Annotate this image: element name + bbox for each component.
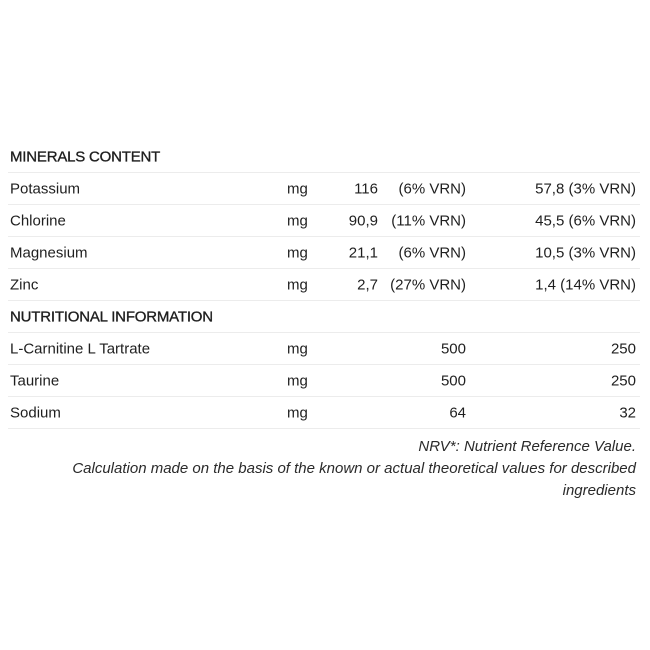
nutrient-value-per-dose: 116 [354, 180, 378, 197]
section-header-minerals [8, 141, 640, 173]
nutrition-table [8, 141, 640, 429]
nutrient-name: L-Carnitine L Tartrate [10, 340, 151, 357]
nutrient-name: Potassium [10, 180, 81, 197]
calculation-footnote-line1: Calculation made on the basis of the known or actual theoretical values for described [72, 460, 636, 477]
section-title: NUTRITIONAL INFORMATION [10, 308, 213, 325]
nutrient-name: Magnesium [10, 244, 88, 261]
nutrient-unit: mg [287, 244, 308, 261]
nutrient-name: Sodium [10, 404, 61, 421]
table-row [8, 365, 640, 397]
section-header-nutritional [8, 301, 640, 333]
table-row [8, 269, 640, 301]
table-row [8, 205, 640, 237]
nutrient-unit: mg [287, 180, 308, 197]
nrv-footnote: NRV*: Nutrient Reference Value. [418, 438, 636, 455]
nutrient-unit: mg [287, 372, 308, 389]
nutrient-value-per-serving: 10,5 (3% VRN) [535, 244, 636, 261]
table-row [8, 237, 640, 269]
nutrient-value-per-dose: 500 [440, 340, 466, 357]
table-row [8, 173, 640, 205]
nutrient-value-per-dose: 90,9 [348, 212, 378, 229]
nutrient-unit: mg [287, 276, 308, 293]
nutrient-vrn-per-dose: (6% VRN) [398, 244, 466, 261]
nutrient-value-per-serving: 32 [619, 404, 636, 421]
table-row [8, 397, 640, 429]
table-row [8, 333, 640, 365]
nutrient-name: Taurine [10, 372, 60, 389]
nutrient-value-per-serving: 250 [610, 340, 636, 357]
nutrient-vrn-per-dose: (6% VRN) [398, 180, 466, 197]
nutrient-value-per-dose: 500 [440, 372, 466, 389]
footnotes [16, 436, 636, 502]
nutrient-vrn-per-dose: (11% VRN) [391, 212, 466, 229]
nutrient-value-per-serving: 57,8 (3% VRN) [535, 180, 636, 197]
nutrient-value-per-serving: 1,4 (14% VRN) [535, 276, 636, 293]
nutrient-value-per-dose: 21,1 [348, 244, 378, 261]
nutrient-name: Zinc [10, 276, 39, 293]
calculation-footnote-line2: ingredients [562, 482, 636, 499]
section-title: MINERALS CONTENT [10, 148, 161, 165]
nutrient-unit: mg [287, 340, 308, 357]
nutrient-value-per-serving: 45,5 (6% VRN) [535, 212, 636, 229]
nutrient-value-per-dose: 64 [449, 404, 466, 421]
nutrient-value-per-dose: 2,7 [357, 276, 378, 293]
nutrient-value-per-serving: 250 [610, 372, 636, 389]
nutrient-unit: mg [287, 212, 308, 229]
nutrient-name: Chlorine [10, 212, 66, 229]
nutrient-vrn-per-dose: (27% VRN) [390, 276, 466, 293]
nutrient-unit: mg [287, 404, 308, 421]
